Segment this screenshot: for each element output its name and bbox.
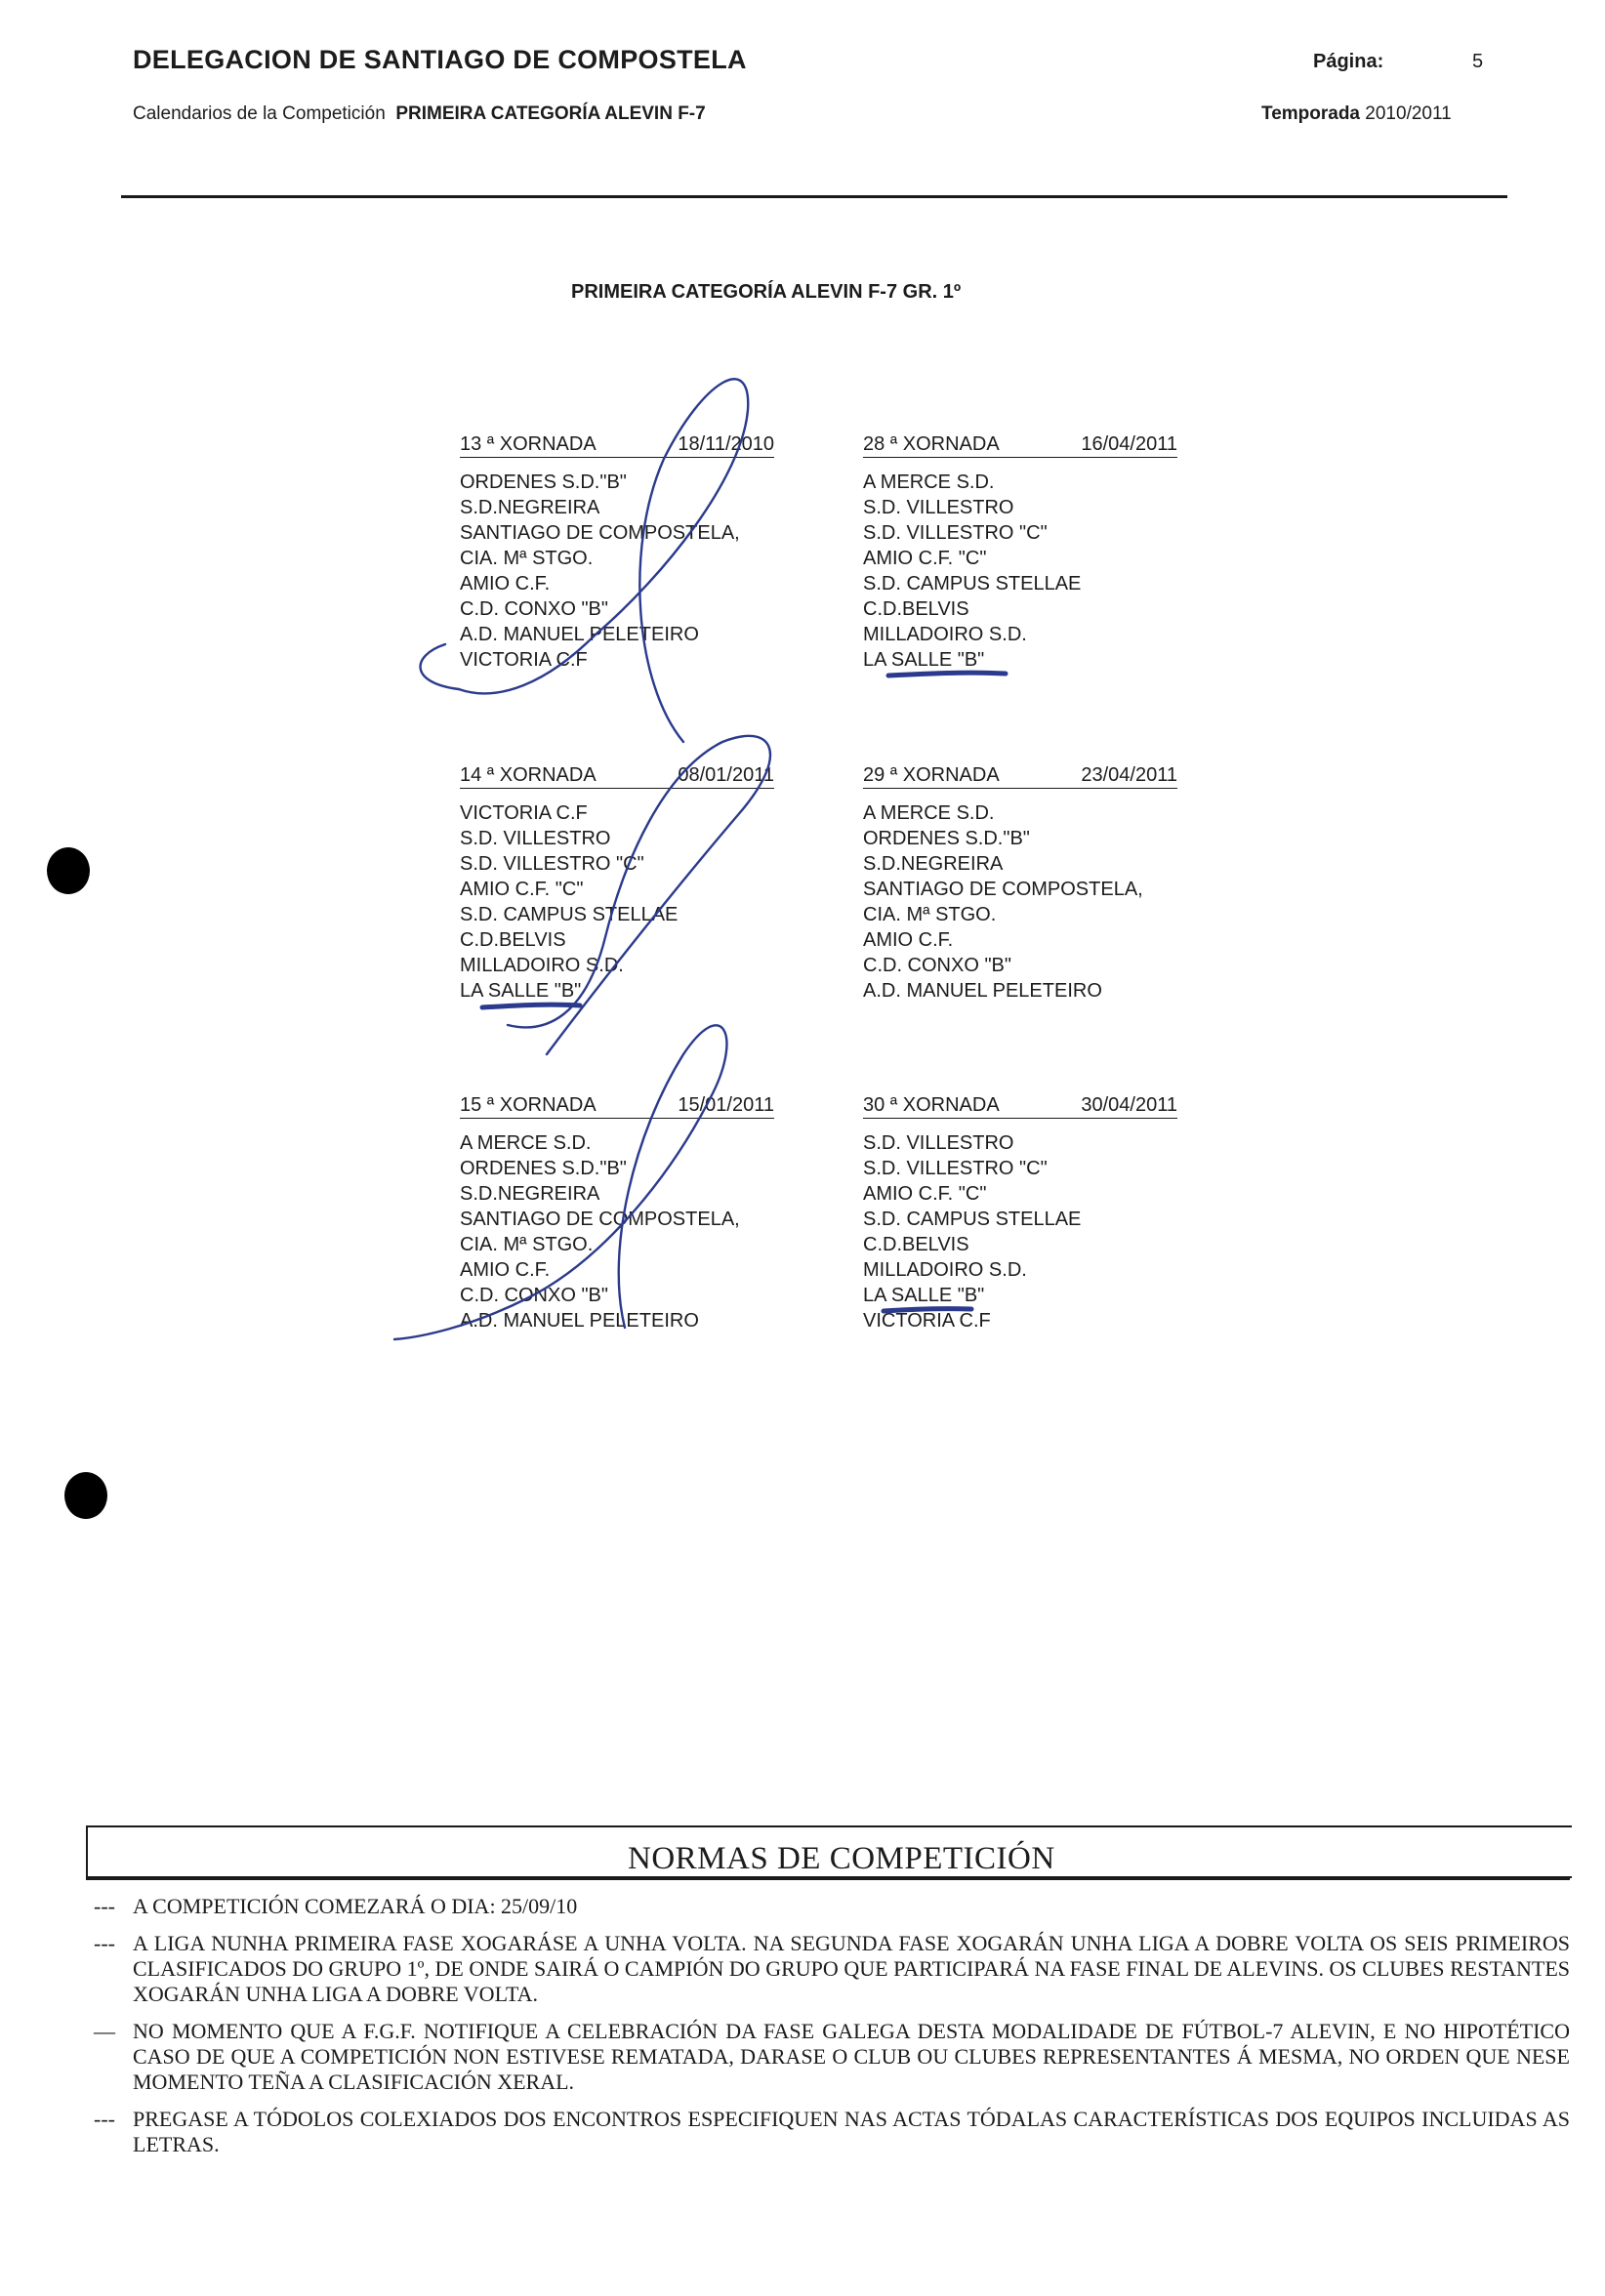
team-name: VICTORIA C.F (460, 649, 588, 671)
strike-out (482, 1004, 580, 1007)
season-label: Temporada (1261, 103, 1361, 124)
punch-hole (47, 847, 90, 894)
season (1261, 103, 1452, 125)
team-name: S.D. VILLESTRO "C" (863, 522, 1048, 544)
team-name: S.D. VILLESTRO "C" (460, 853, 644, 875)
rules-divider (86, 1878, 1570, 1880)
page-label: Página: (1313, 51, 1384, 72)
matchday-title: 28 ª XORNADA (863, 433, 1000, 455)
matchday-title: 13 ª XORNADA (460, 433, 597, 455)
calendar-label: Calendarios de la Competición (133, 103, 386, 124)
team-name: C.D.BELVIS (863, 1234, 969, 1255)
matchday-block (863, 762, 1177, 1004)
team-name: VICTORIA C.F (460, 802, 588, 824)
team-name: C.D.BELVIS (863, 598, 969, 620)
signature-stroke (421, 644, 459, 689)
matchday-date: 15/01/2011 (678, 1094, 774, 1116)
rule-bullet: --- (94, 2107, 115, 2131)
team-name: CIA. Mª STGO. (460, 548, 594, 569)
team-name: MILLADOIRO S.D. (863, 1259, 1027, 1281)
matchday-date: 23/04/2011 (1081, 764, 1177, 786)
team-name: AMIO C.F. "C" (863, 1183, 987, 1205)
team-name: S.D. VILLESTRO "C" (863, 1158, 1048, 1179)
team-name: SANTIAGO DE COMPOSTELA, (460, 522, 740, 544)
strike-out (888, 673, 1006, 676)
team-name: MILLADOIRO S.D. (863, 624, 1027, 645)
rule-item (86, 1931, 1570, 2007)
team-name: LA SALLE "B" (863, 649, 985, 671)
team-name: SANTIAGO DE COMPOSTELA, (460, 1209, 740, 1230)
header-divider (121, 195, 1507, 198)
team-list (460, 1130, 774, 1333)
team-name: S.D. CAMPUS STELLAE (863, 573, 1082, 594)
team-list (863, 800, 1177, 1004)
team-name: C.D. CONXO "B" (863, 955, 1011, 976)
team-name: S.D. CAMPUS STELLAE (460, 904, 679, 925)
matchday-block (460, 431, 774, 673)
rule-item (86, 1894, 1570, 1919)
team-name: A.D. MANUEL PELETEIRO (460, 624, 699, 645)
team-name: S.D.NEGREIRA (863, 853, 1004, 875)
matchday-header (863, 762, 1177, 789)
matchday-header (863, 1092, 1177, 1119)
group-title: PRIMEIRA CATEGORÍA ALEVIN F-7 GR. 1º (571, 281, 962, 303)
matchday-header (863, 431, 1177, 458)
matchday-header (460, 1092, 774, 1119)
page-number: 5 (1472, 51, 1484, 72)
rule-bullet: — (94, 2019, 115, 2043)
team-name: S.D. VILLESTRO (863, 1132, 1014, 1154)
team-name: LA SALLE "B" (460, 980, 582, 1002)
team-name: CIA. Mª STGO. (863, 904, 997, 925)
matchday-header (460, 762, 774, 789)
team-name: S.D. VILLESTRO (863, 497, 1014, 518)
matchday-title: 30 ª XORNADA (863, 1094, 1000, 1116)
rule-text: NO MOMENTO QUE A F.G.F. NOTIFIQUE A CELEBRACIÓN DA FASE GALEGA DESTA MODALIDADE DE FÚTBOL-7 ALEVIN, E NO HIPOTÉTICO CASO DE QUE A COMPETICIÓN NON ESTIVESE REMATADA, DARASE O CLUB OU CLUBES REPRESENTANTES Á MESMA, NO ORDEN QUE NESE MOMENTO TEÑA A CLASIFICACIÓN XERAL. (133, 2019, 1570, 2094)
rule-item (86, 2107, 1570, 2157)
rule-bullet: --- (94, 1931, 115, 1955)
team-name: ORDENES S.D."B" (460, 472, 627, 493)
competition-name: PRIMEIRA CATEGORÍA ALEVIN F-7 (395, 103, 706, 124)
matchday-title: 15 ª XORNADA (460, 1094, 597, 1116)
matchday-date: 08/01/2011 (678, 764, 774, 786)
matchday-title: 29 ª XORNADA (863, 764, 1000, 786)
team-name: AMIO C.F. "C" (863, 548, 987, 569)
team-name: A MERCE S.D. (460, 1132, 592, 1154)
punch-hole (64, 1472, 107, 1519)
team-name: SANTIAGO DE COMPOSTELA, (863, 879, 1143, 900)
team-name: AMIO C.F. (460, 1259, 551, 1281)
team-name: S.D. CAMPUS STELLAE (863, 1209, 1082, 1230)
team-name: AMIO C.F. "C" (460, 879, 584, 900)
team-name: S.D.NEGREIRA (460, 497, 600, 518)
team-name: VICTORIA C.F (863, 1310, 991, 1332)
team-name: CIA. Mª STGO. (460, 1234, 594, 1255)
rule-item (86, 2019, 1570, 2095)
team-name: A.D. MANUEL PELETEIRO (863, 980, 1102, 1002)
team-name: AMIO C.F. (863, 929, 954, 951)
rule-text: PREGASE A TÓDOLOS COLEXIADOS DOS ENCONTROS ESPECIFIQUEN NAS ACTAS TÓDALAS CARACTERÍSTICAS DOS EQUIPOS INCLUIDAS AS LETRAS. (133, 2107, 1570, 2156)
matchday-title: 14 ª XORNADA (460, 764, 597, 786)
matchday-date: 30/04/2011 (1081, 1094, 1177, 1116)
rules-list (86, 1894, 1570, 2169)
rule-text: A COMPETICIÓN COMEZARÁ O DIA: 25/09/10 (133, 1894, 578, 1918)
team-name: C.D.BELVIS (460, 929, 566, 951)
matchday-block (460, 1092, 774, 1333)
team-name: AMIO C.F. (460, 573, 551, 594)
team-name: C.D. CONXO "B" (460, 598, 608, 620)
team-name: ORDENES S.D."B" (460, 1158, 627, 1179)
team-name: C.D. CONXO "B" (460, 1285, 608, 1306)
team-name: A MERCE S.D. (863, 472, 995, 493)
season-value: 2010/2011 (1365, 103, 1452, 124)
team-name: S.D.NEGREIRA (460, 1183, 600, 1205)
matchday-block (863, 431, 1177, 673)
rules-title: NORMAS DE COMPETICIÓN (628, 1841, 1055, 1876)
team-name: LA SALLE "B" (863, 1285, 985, 1306)
team-name: MILLADOIRO S.D. (460, 955, 624, 976)
calendar-subtitle (133, 103, 706, 125)
team-name: A.D. MANUEL PELETEIRO (460, 1310, 699, 1332)
team-name: A MERCE S.D. (863, 802, 995, 824)
matchday-block (460, 762, 774, 1004)
team-list (460, 800, 774, 1004)
team-list (863, 1130, 1177, 1333)
rule-text: A LIGA NUNHA PRIMEIRA FASE XOGARÁSE A UNHA VOLTA. NA SEGUNDA FASE XOGARÁN UNHA LIGA A DOBRE VOLTA OS SEIS PRIMEIROS CLASIFICADOS DO GRUPO 1º, DE ONDE SAIRÁ O CAMPIÓN DO GRUPO QUE PARTICIPARÁ NA FASE FINAL DE ALEVINS. OS CLUBES RESTANTES XOGARÁN UNHA LIGA A DOBRE VOLTA. (133, 1931, 1570, 2006)
rule-bullet: --- (94, 1894, 115, 1918)
team-list (460, 470, 774, 673)
matchday-date: 16/04/2011 (1081, 433, 1177, 455)
team-list (863, 470, 1177, 673)
organization-title: DELEGACION DE SANTIAGO DE COMPOSTELA (133, 45, 747, 74)
matchday-date: 18/11/2010 (678, 433, 774, 455)
matchday-header (460, 431, 774, 458)
team-name: S.D. VILLESTRO (460, 828, 611, 849)
matchday-block (863, 1092, 1177, 1333)
team-name: ORDENES S.D."B" (863, 828, 1030, 849)
